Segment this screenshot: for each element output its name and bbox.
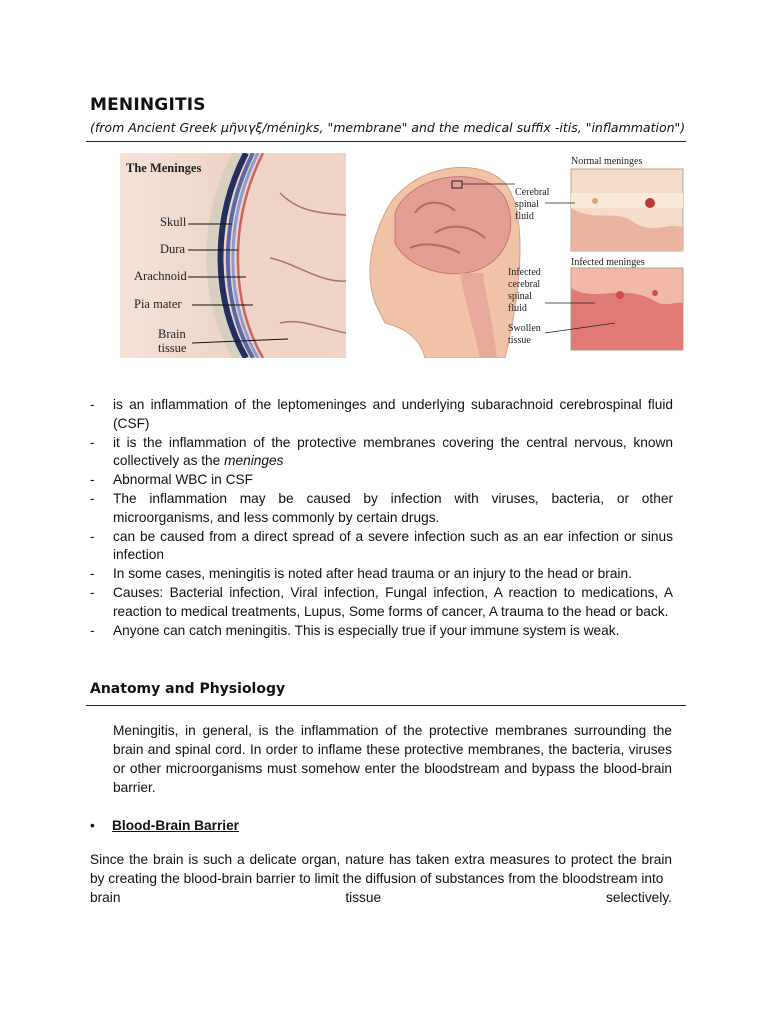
section-divider: [86, 705, 686, 706]
title-divider: [86, 141, 686, 142]
list-item: - it is the inflammation of the protective membranes covering the central nervous, known collectively as the meninges: [90, 434, 673, 469]
meninges-illustration: [120, 153, 346, 358]
list-item: - Anyone can catch meningitis. This is especially true if your immune system is weak.: [90, 622, 620, 638]
subsection-heading: • Blood-Brain Barrier: [90, 818, 240, 833]
section-heading: Anatomy and Physiology: [90, 681, 286, 697]
list-item: - Abnormal WBC in CSF: [90, 472, 253, 488]
label-swollen-tissue: Swollen tissue: [508, 323, 541, 346]
label-infected-meninges: Infected meninges: [571, 257, 645, 268]
bullet-dot-icon: •: [90, 818, 95, 833]
label-brain: Brain: [158, 327, 186, 341]
label-pia-mater: Pia mater: [134, 297, 182, 311]
list-item: - can be caused from a direct spread of a severe infection such as an ear infection or sinus infection: [90, 528, 673, 563]
label-skull: Skull: [160, 215, 187, 229]
definition-bullet-list: [90, 396, 673, 640]
figure-title: The Meninges: [126, 161, 202, 175]
label-csf: Cerebral spinal fluid: [515, 187, 550, 222]
list-item: - The inflammation may be caused by infection with viruses, bacteria, or other microorganisms, and less commonly by certain drugs.: [90, 490, 673, 525]
list-item: - is an inflammation of the leptomeninges and underlying subarachnoid cerebrospinal fluid (CSF): [90, 397, 673, 431]
label-arachnoid: Arachnoid: [134, 269, 187, 283]
label-dura: Dura: [160, 242, 185, 256]
list-item: - In some cases, meningitis is noted after head trauma or an injury to the head or brain.: [90, 566, 632, 582]
anatomy-paragraph: Meningitis, in general, is the inflammation of the protective membranes surrounding the brain and spinal cord. In order to inflame these protective membranes, the bacteria, viruses or other microorganisms must somehow enter the bloodstream and bypass the blood-brain barrier.: [113, 723, 672, 795]
list-item: - Causes: Bacterial infection, Viral infection, Fungal infection, A reaction to medications, A reaction to medical treatments, Lupus, Some forms of cancer, A trauma to the head or back.: [90, 584, 673, 619]
page-title: MENINGITIS: [90, 95, 206, 115]
page-subtitle: (from Ancient Greek μῆνιγξ/méniŋks, "membrane" and the medical suffix -itis, "inflammation"): [90, 120, 686, 135]
label-tissue: tissue: [158, 341, 187, 355]
head-meninges-illustration: [365, 153, 685, 358]
meninges-layers-drawing: [120, 153, 346, 358]
label-normal-meninges: Normal meninges: [571, 156, 643, 167]
label-infected-csf: Infected cerebral spinal fluid: [508, 267, 541, 314]
blood-brain-barrier-paragraph: Since the brain is such a delicate organ, nature has taken extra measures to protect the brain by creating the blood-brain barrier to limit the diffusion of substances from the bloodstream into brain tissue selectively.: [90, 852, 672, 905]
